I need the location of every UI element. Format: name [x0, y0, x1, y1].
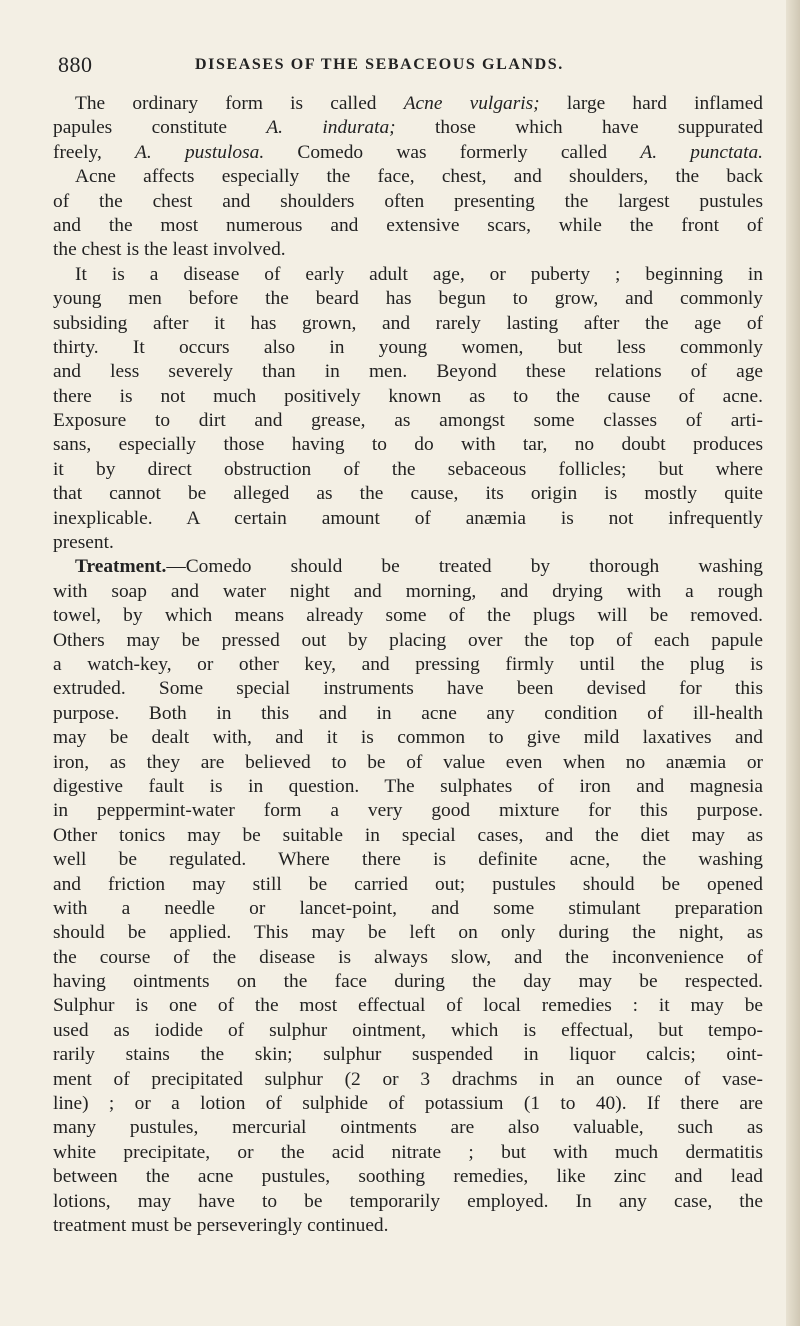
text-line: rarily stains the skin; sulphur suspended in liquor calcis; oint- [53, 1044, 763, 1066]
text-line: purpose. Both in this and in acne any condition of ill-health [53, 702, 763, 724]
term-a-indurata: A. indurata; [266, 117, 396, 139]
body-text [53, 92, 763, 1238]
text-line: Other tonics may be suitable in special cases, and the diet may as [53, 824, 763, 846]
text-line: white precipitate, or the acid nitrate ; but with much dermatitis [53, 1141, 763, 1163]
text-line: iron, as they are believed to be of value even when no anæmia or [53, 751, 763, 773]
text-line: having ointments on the face during the day may be respected. [53, 971, 763, 993]
page-number: 880 [58, 52, 93, 77]
text-line: Sulphur is one of the most effectual of local remedies : it may be [53, 995, 763, 1017]
text-line: and friction may still be carried out; pustules should be opened [53, 873, 763, 895]
text-line: inexplicable. A certain amount of anæmia is not infrequently [53, 507, 763, 529]
term-a-punctata: A. punctata. [640, 141, 763, 163]
text-line: there is not much positively known as to the cause of acne. [53, 385, 763, 407]
text-line: lotions, may have to be temporarily employed. In any case, the [53, 1190, 763, 1212]
term-acne-vulgaris: Acne vulgaris; [403, 93, 540, 114]
text-line: line) ; or a lotion of sulphide of potassium (1 to 40). If there are [53, 1093, 763, 1115]
text-line: thirty. It occurs also in young women, but less commonly [53, 336, 763, 358]
text-line: It is a disease of early adult age, or puberty ; beginning in [75, 263, 763, 285]
text-line: used as iodide of sulphur ointment, which is effectual, but tempo- [53, 1019, 763, 1041]
text-line: papules constitute A. indurata; those which have suppurated [53, 117, 763, 139]
text-line: Others may be pressed out by placing over the top of each papule [53, 629, 763, 651]
text-line: young men before the beard has begun to grow, and commonly [53, 288, 763, 310]
text-line: and the most numerous and extensive scars, while the front of [53, 214, 763, 236]
text-line: the course of the disease is always slow, and the inconvenience of [53, 946, 763, 968]
text-line: freely, A. pustulosa. Comedo was formerly called A. punctata. [53, 141, 763, 163]
text-line: towel, by which means already some of the plugs will be removed. [53, 605, 763, 627]
text-line: present. [53, 532, 114, 554]
text-line: a watch-key, or other key, and pressing firmly until the plug is [53, 653, 763, 675]
text-line: the chest is the least involved. [53, 239, 286, 261]
text-line: ment of precipitated sulphur (2 or 3 drachms in an ounce of vase- [53, 1068, 763, 1090]
text-line: between the acne pustules, soothing remedies, like zinc and lead [53, 1166, 763, 1188]
text-line: sans, especially those having to do with tar, no doubt produces [53, 434, 763, 456]
text-line: Exposure to dirt and grease, as amongst some classes of arti- [53, 410, 763, 432]
text-line: Acne affects especially the face, chest, and shoulders, the back [75, 166, 763, 188]
text-line: and less severely than in men. Beyond these relations of age [53, 361, 763, 383]
text-line: it by direct obstruction of the sebaceous follicles; but where [53, 458, 763, 480]
page-header [0, 0, 800, 86]
text-line: should be applied. This may be left on only during the night, as [53, 922, 763, 944]
text-line: may be dealt with, and it is common to give mild laxatives and [53, 727, 763, 749]
text-line: that cannot be alleged as the cause, its origin is mostly quite [53, 483, 763, 505]
text-line: many pustules, mercurial ointments are also valuable, such as [53, 1117, 763, 1139]
text-line: with soap and water night and morning, and drying with a rough [53, 580, 763, 602]
text-line: with a needle or lancet-point, and some stimulant preparation [53, 897, 763, 919]
text-line: well be regulated. Where there is definite acne, the washing [53, 849, 763, 871]
page-edge-shadow [786, 0, 800, 1326]
text-line: treatment must be perseveringly continued. [53, 1214, 389, 1236]
text-line: The ordinary form is called Acne vulgaris; large hard inflamed [75, 93, 763, 114]
text-line: digestive fault is in question. The sulphates of iron and magnesia [53, 775, 763, 797]
text-line: subsiding after it has grown, and rarely lasting after the age of [53, 312, 763, 334]
text-line: of the chest and shoulders often presenting the largest pustules [53, 190, 763, 212]
term-a-pustulosa: A. pustulosa. [135, 141, 265, 163]
text-line: extruded. Some special instruments have been devised for this [53, 678, 763, 700]
running-head: DISEASES OF THE SEBACEOUS GLANDS. [195, 56, 564, 73]
text-line: in peppermint-water form a very good mixture for this purpose. [53, 800, 763, 822]
text-line: Treatment.—Comedo should be treated by thorough washing [75, 556, 763, 578]
section-heading-treatment: Treatment. [75, 556, 167, 578]
